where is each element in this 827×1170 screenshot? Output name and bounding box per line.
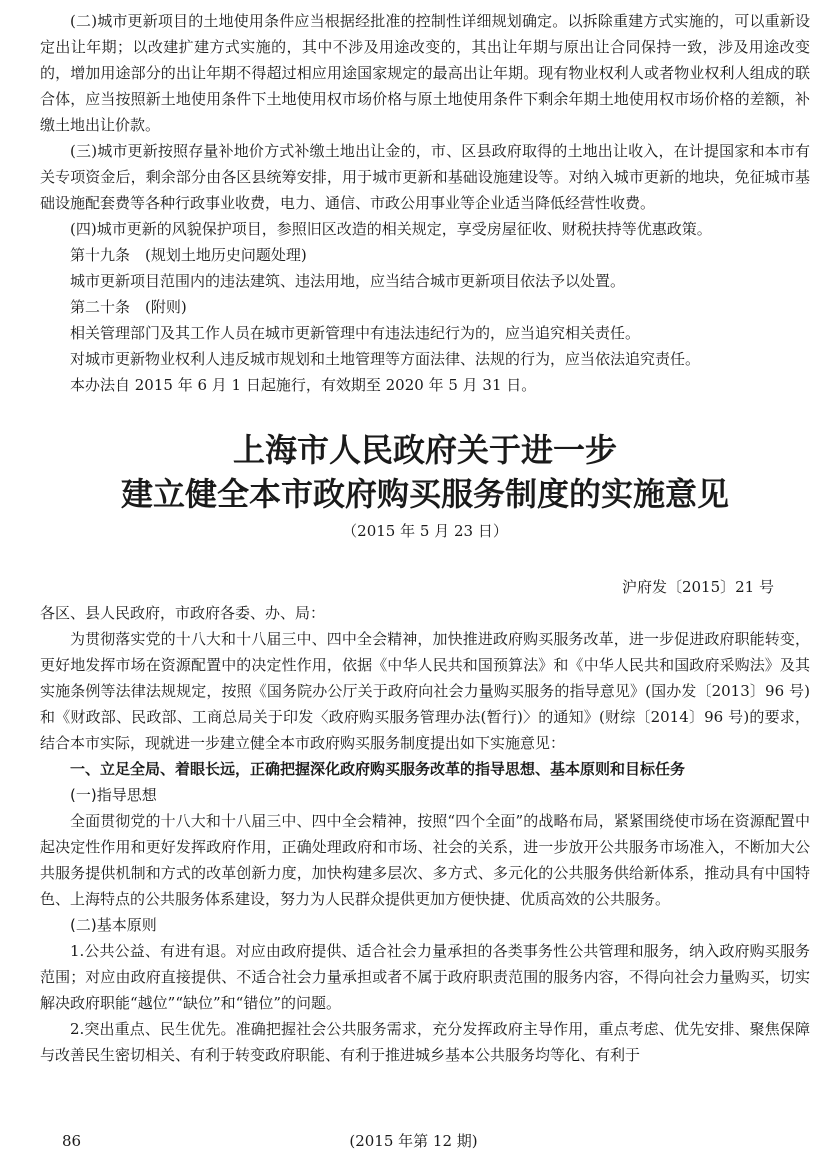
- article-19-body: 城市更新项目范围内的违法建筑、违法用地，应当结合城市更新项目依法予以处置。: [70, 272, 626, 290]
- document-number: 沪府发〔2015〕21 号: [621, 578, 774, 596]
- issue-label: (2015 年第 12 期): [349, 1132, 478, 1150]
- article-20-paragraph-3: 本办法自 2015 年 6 月 1 日起施行，有效期至 2020 年 5 月 31 日。: [70, 376, 537, 394]
- subsection-basic-principles-heading: (二)基本原则: [70, 916, 157, 934]
- article-19-title: 第十九条 (规划土地历史问题处理): [70, 246, 307, 264]
- document-title-block: [40, 428, 810, 544]
- principle-1: 1.公共公益、有进有退。对应由政府提供、适合社会力量承担的各类事务性公共管理和服务，纳入政府购买服务范围；对应由政府直接提供、不适合社会力量承担或者不属于政府职责范围的服务内容，不得向社会力量购买，切实解决政府职能“越位”“缺位”和“错位”的问题。: [40, 942, 810, 1012]
- page-footer: [0, 1128, 827, 1158]
- document-date: （2015 年 5 月 23 日）: [342, 522, 508, 540]
- article-20-paragraph-1: 相关管理部门及其工作人员在城市更新管理中有违法违纪行为的，应当追究相关责任。: [70, 324, 641, 342]
- addressee: 各区、县人民政府，市政府各委、办、局：: [40, 604, 326, 622]
- document-title-line-2: 建立健全本市政府购买服务制度的实施意见: [120, 475, 729, 513]
- guiding-thought-body: 全面贯彻党的十八大和十八届三中、四中全会精神，按照“四个全面”的战略布局，紧紧围绕使市场在资源配置中起决定性作用和更好发挥政府作用，正确处理政府和市场、社会的关系，进一步放开公共服务市场准入，不断加大公共服务提供机制和方式的改革创新力度，加快构建多层次、多方式、多元化的公共服务供给新体系，推动具有中国特色、上海特点的公共服务体系建设，努力为人民群众提供更加方便快捷、优质高效的公共服务。: [40, 812, 810, 908]
- paragraph-heritage-protection: (四)城市更新的风貌保护项目，参照旧区改造的相关规定，享受房屋征收、财税扶持等优惠政策。: [70, 220, 712, 238]
- section-1-heading: 一、立足全局、着眼长远，正确把握深化政府购买服务改革的指导思想、基本原则和目标任务: [70, 760, 686, 778]
- intro-paragraph: 为贯彻落实党的十八大和十八届三中、四中全会精神，加快推进政府购买服务改革，进一步促进政府职能转变，更好地发挥市场在资源配置中的决定性作用，依据《中华人民共和国预算法》和《中华人民共和国政府采购法》及其实施条例等法律法规规定，按照《国务院办公厅关于政府向社会力量购买服务的指导意见》(国办发〔2013〕96 号)和《财政部、民政部、工商总局关于印发〈政府购买服务管理办法(暂行)〉的通知》(财综〔2014〕96 号)的要求，结合本市实际，现就进一步建立健全本市政府购买服务制度提出如下实施意见：: [40, 630, 810, 752]
- principle-2: 2.突出重点、民生优先。准确把握社会公共服务需求，充分发挥政府主导作用，重点考虑、优先安排、聚焦保障与改善民生密切相关、有利于转变政府职能、有利于推进城乡基本公共服务均等化、有利于: [40, 1020, 810, 1064]
- document-title-line-1: 上海市人民政府关于进一步: [232, 431, 617, 469]
- article-20-paragraph-2: 对城市更新物业权利人违反城市规划和土地管理等方面法律、法规的行为，应当依法追究责任。: [70, 350, 701, 368]
- page-content: [40, 8, 810, 1068]
- article-20-title: 第二十条 (附则): [70, 298, 187, 316]
- paragraph-land-premium: (三)城市更新按照存量补地价方式补缴土地出让金的，市、区县政府取得的土地出让收入，在计提国家和本市有关专项资金后，剩余部分由各区县统筹安排，用于城市更新和基础设施建设等。对纳入城市更新的地块，免征城市基础设施配套费等各种行政事业收费，电力、通信、市政公用事业等企业适当降低经营性收费。: [40, 142, 810, 212]
- paragraph-land-use-conditions: (二)城市更新项目的土地使用条件应当根据经批准的控制性详细规划确定。以拆除重建方式实施的，可以重新设定出让年期；以改建扩建方式实施的，其中不涉及用途改变的，其出让年期与原出让合同保持一致，涉及用途改变的，增加用途部分的出让年期不得超过相应用途国家规定的最高出让年期。现有物业权利人或者物业权利人组成的联合体，应当按照新土地使用条件下土地使用权市场价格与原土地使用条件下剩余年期土地使用权市场价格的差额，补缴土地出让价款。: [40, 12, 810, 134]
- page-number: 86: [62, 1132, 82, 1150]
- subsection-guiding-thought-heading: (一)指导思想: [70, 786, 157, 804]
